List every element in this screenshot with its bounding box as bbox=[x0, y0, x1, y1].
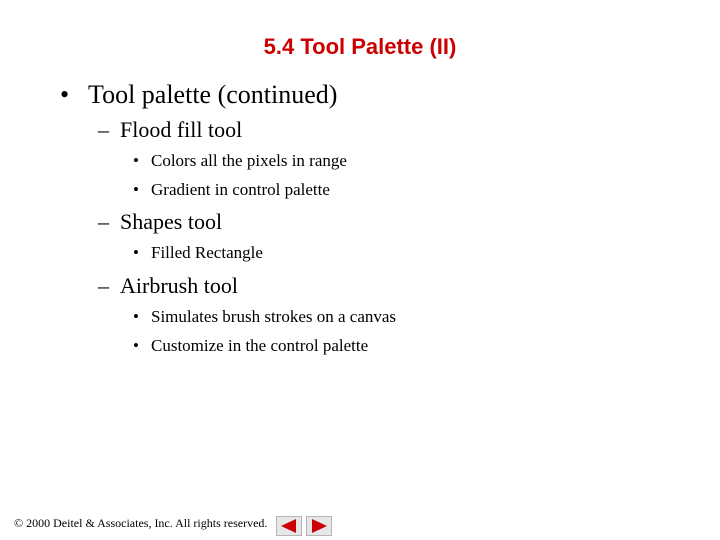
bullet-marker: • bbox=[133, 307, 139, 326]
bullet-text: Gradient in control palette bbox=[151, 180, 330, 199]
bullet-text: Colors all the pixels in range bbox=[151, 151, 347, 170]
footer-copyright bbox=[14, 516, 267, 531]
bullet-level1 bbox=[60, 80, 337, 110]
bullet-marker: • bbox=[60, 80, 70, 109]
bullet-text: Filled Rectangle bbox=[151, 243, 263, 262]
triangle-left-icon bbox=[277, 517, 301, 535]
dash-marker: – bbox=[98, 209, 109, 234]
bullet-text: Shapes tool bbox=[120, 209, 223, 234]
bullet-text: Simulates brush strokes on a canvas bbox=[151, 307, 397, 326]
bullet-text: Tool palette (continued) bbox=[88, 80, 338, 109]
next-slide-button[interactable] bbox=[306, 516, 332, 536]
bullet-level3 bbox=[133, 243, 263, 263]
bullet-text: Flood fill tool bbox=[120, 117, 243, 142]
bullet-level2 bbox=[98, 273, 238, 299]
triangle-right-icon bbox=[307, 517, 331, 535]
bullet-level2 bbox=[98, 209, 222, 235]
slide-title bbox=[0, 34, 720, 60]
bullet-marker: • bbox=[133, 151, 139, 170]
bullet-marker: • bbox=[133, 336, 139, 355]
bullet-level3 bbox=[133, 151, 347, 171]
dash-marker: – bbox=[98, 273, 109, 298]
bullet-level2 bbox=[98, 117, 242, 143]
bullet-text: Customize in the control palette bbox=[151, 336, 369, 355]
bullet-level3 bbox=[133, 336, 368, 356]
footer-text: 2000 Deitel & Associates, Inc. All rights reserved. bbox=[26, 516, 268, 530]
bullet-level3 bbox=[133, 307, 396, 327]
bullet-text: Airbrush tool bbox=[120, 273, 238, 298]
previous-slide-button[interactable] bbox=[276, 516, 302, 536]
bullet-level3 bbox=[133, 180, 330, 200]
bullet-marker: • bbox=[133, 243, 139, 262]
bullet-marker: • bbox=[133, 180, 139, 199]
copyright-icon: © bbox=[14, 516, 24, 530]
dash-marker: – bbox=[98, 117, 109, 142]
slide-title-text: 5.4 Tool Palette (II) bbox=[263, 34, 457, 59]
